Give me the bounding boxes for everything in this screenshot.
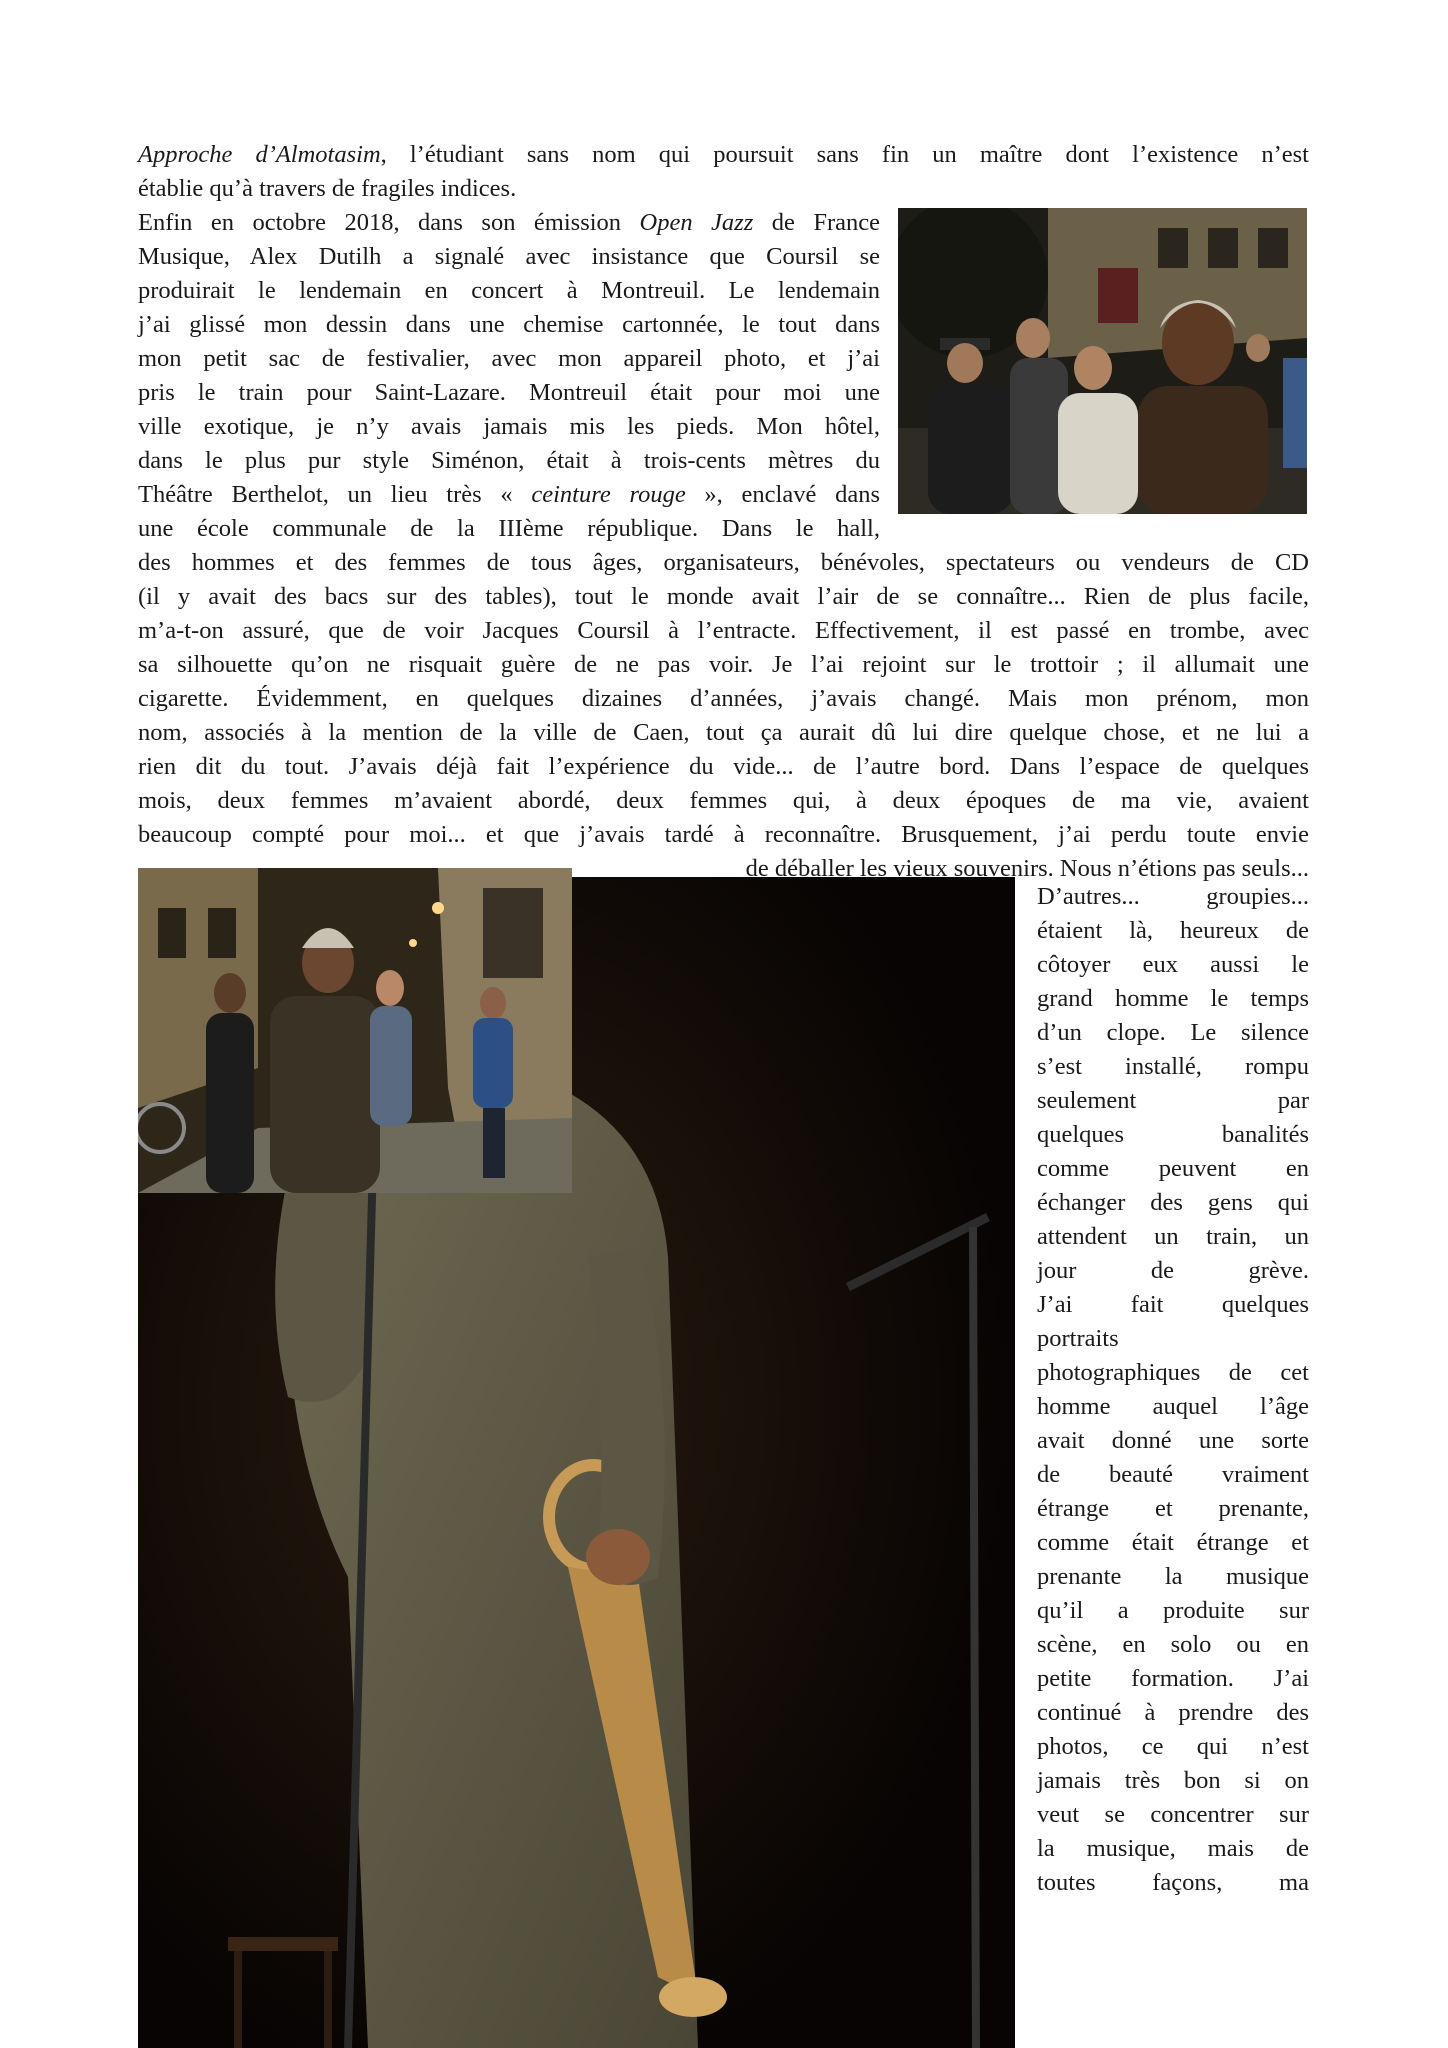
text-run: scène, en solo ou en bbox=[1037, 1631, 1309, 1658]
text-line bbox=[1037, 1016, 1309, 1050]
text-line bbox=[1037, 948, 1309, 982]
text-run: mon petit sac de festivalier, avec mon appareil photo, et j’ai bbox=[138, 345, 880, 372]
text-run: Musique, Alex Dutilh a signalé avec insistance que Coursil se bbox=[138, 243, 880, 270]
text-run: qu’il a produite sur bbox=[1037, 1597, 1309, 1624]
text-line bbox=[138, 138, 1309, 172]
text-line bbox=[138, 478, 880, 512]
text-line bbox=[138, 206, 880, 240]
text-line bbox=[138, 546, 1309, 580]
text-line bbox=[138, 274, 880, 308]
text-run: rien dit du tout. J’avais déjà fait l’expérience du vide... de l’autre bord. Dans l’espace de quelques bbox=[138, 753, 1309, 780]
text-line bbox=[138, 444, 880, 478]
text-run: échanger des gens qui bbox=[1037, 1189, 1309, 1216]
text-run: attendent un train, un bbox=[1037, 1223, 1309, 1250]
text-run: nom, associés à la mention de la ville de Caen, tout ça aurait dû lui dire quelque chose, et ne lui a bbox=[138, 719, 1309, 746]
text-line bbox=[138, 614, 1309, 648]
text-run: des hommes et des femmes de tous âges, organisateurs, bénévoles, spectateurs ou vendeurs de CD bbox=[138, 549, 1309, 576]
text-run: de beauté vraiment bbox=[1037, 1461, 1309, 1488]
text-line bbox=[1037, 1084, 1309, 1118]
text-run: , l’étudiant sans nom qui poursuit sans fin un maître dont l’existence n’est bbox=[380, 141, 1309, 168]
text-run: s’est installé, rompu bbox=[1037, 1053, 1309, 1080]
text-line bbox=[1037, 1866, 1309, 1900]
text-line bbox=[1037, 1492, 1309, 1526]
text-run: prenante la musique bbox=[1037, 1563, 1309, 1590]
text-run: D’autres... groupies... bbox=[1037, 883, 1309, 910]
text-line bbox=[1037, 1662, 1309, 1696]
text-line bbox=[1037, 1152, 1309, 1186]
text-line bbox=[1037, 1424, 1309, 1458]
text-run: produirait le lendemain en concert à Montreuil. Le lendemain bbox=[138, 277, 880, 304]
text-run: pris le train pour Saint-Lazare. Montreuil était pour moi une bbox=[138, 379, 880, 406]
text-line bbox=[1037, 880, 1309, 914]
night-street-group-photo bbox=[898, 208, 1307, 514]
text-run: j’ai glissé mon dessin dans une chemise cartonnée, le tout dans bbox=[138, 311, 880, 338]
text-line bbox=[1037, 1220, 1309, 1254]
text-line bbox=[138, 682, 1309, 716]
italic-title: ceinture rouge bbox=[531, 481, 686, 508]
text-line bbox=[138, 818, 1309, 852]
text-run: jour de grève. bbox=[1037, 1257, 1309, 1284]
text-run: seulement par bbox=[1037, 1087, 1309, 1114]
text-run: veut se concentrer sur bbox=[1037, 1801, 1309, 1828]
text-run: la musique, mais de bbox=[1037, 1835, 1309, 1862]
text-line bbox=[138, 308, 880, 342]
text-run: étrange et prenante, bbox=[1037, 1495, 1309, 1522]
text-line bbox=[1037, 1832, 1309, 1866]
text-run: jamais très bon si on bbox=[1037, 1767, 1309, 1794]
text-run: photographiques de cet bbox=[1037, 1359, 1309, 1386]
text-run: une école communale de la IIIème république. Dans le hall, bbox=[138, 515, 880, 542]
text-run: quelques banalités bbox=[1037, 1121, 1309, 1148]
text-line bbox=[1037, 1254, 1309, 1288]
text-run: mois, deux femmes m’avaient abordé, deux femmes qui, à deux époques de ma vie, avaient bbox=[138, 787, 1309, 814]
text-run: Théâtre Berthelot, un lieu très « bbox=[138, 481, 532, 508]
text-run: continué à prendre des bbox=[1037, 1699, 1309, 1726]
text-run: ville exotique, je n’y avais jamais mis les pieds. Mon hôtel, bbox=[138, 413, 880, 440]
text-run: photos, ce qui n’est bbox=[1037, 1733, 1309, 1760]
text-line bbox=[1037, 1118, 1309, 1152]
text-line bbox=[1037, 1560, 1309, 1594]
text-run: grand homme le temps bbox=[1037, 985, 1309, 1012]
text-line bbox=[138, 750, 1309, 784]
text-run: petite formation. J’ai bbox=[1037, 1665, 1309, 1692]
text-run: étaient là, heureux de bbox=[1037, 917, 1309, 944]
text-line bbox=[138, 376, 880, 410]
text-run: Enfin en octobre 2018, dans son émission bbox=[138, 209, 640, 236]
text-line bbox=[1037, 1458, 1309, 1492]
text-line bbox=[138, 240, 880, 274]
text-run: comme peuvent en bbox=[1037, 1155, 1309, 1182]
text-line bbox=[1037, 1730, 1309, 1764]
text-line bbox=[1037, 1050, 1309, 1084]
text-run: d’un clope. Le silence bbox=[1037, 1019, 1309, 1046]
text-run: (il y avait des bacs sur des tables), tout le monde avait l’air de se connaître... Rien de plus facile, bbox=[138, 583, 1309, 610]
italic-title: Open Jazz bbox=[639, 209, 754, 236]
text-line bbox=[1037, 1696, 1309, 1730]
text-line bbox=[1037, 982, 1309, 1016]
text-line bbox=[138, 716, 1309, 750]
text-line bbox=[138, 410, 880, 444]
text-run: toutes façons, ma bbox=[1037, 1869, 1309, 1896]
text-run: portraits bbox=[1037, 1325, 1119, 1352]
text-run: comme était étrange et bbox=[1037, 1529, 1309, 1556]
text-run: de France bbox=[753, 209, 880, 236]
text-line bbox=[1037, 1390, 1309, 1424]
text-run: homme auquel l’âge bbox=[1037, 1393, 1309, 1420]
text-line bbox=[1037, 1322, 1309, 1356]
text-run: sa silhouette qu’on ne risquait guère de ne pas voir. Je l’ai rejoint sur le trottoir ; il allumait une bbox=[138, 651, 1309, 678]
text-line bbox=[1037, 1288, 1309, 1322]
alley-crowd-photo bbox=[138, 868, 572, 1193]
text-line bbox=[138, 648, 1309, 682]
text-line bbox=[1037, 1764, 1309, 1798]
text-line bbox=[138, 784, 1309, 818]
text-run: cigarette. Évidemment, en quelques dizaines d’années, j’avais changé. Mais mon prénom, mon bbox=[138, 685, 1309, 712]
text-run: avait donné une sorte bbox=[1037, 1427, 1309, 1454]
text-line bbox=[138, 580, 1309, 614]
text-run: », enclavé dans bbox=[685, 481, 880, 508]
text-line bbox=[138, 172, 1309, 206]
text-line bbox=[1037, 1628, 1309, 1662]
text-run: dans le plus pur style Siménon, était à trois-cents mètres du bbox=[138, 447, 880, 474]
text-line bbox=[1037, 1594, 1309, 1628]
text-line bbox=[138, 512, 880, 546]
text-run: établie qu’à travers de fragiles indices. bbox=[138, 175, 517, 202]
italic-title: Approche d’Almotasim bbox=[138, 141, 381, 168]
text-run: de déballer les vieux souvenirs. Nous n’étions pas seuls... bbox=[745, 855, 1309, 882]
text-line bbox=[1037, 1356, 1309, 1390]
text-line bbox=[1037, 1798, 1309, 1832]
text-line bbox=[1037, 914, 1309, 948]
text-run: beaucoup compté pour moi... et que j’avais tardé à reconnaître. Brusquement, j’ai perdu toute envie bbox=[138, 821, 1309, 848]
text-run: côtoyer eux aussi le bbox=[1037, 951, 1309, 978]
text-run: J’ai fait quelques bbox=[1037, 1291, 1309, 1318]
text-run: m’a-t-on assuré, que de voir Jacques Coursil à l’entracte. Effectivement, il est passé en trombe, avec bbox=[138, 617, 1309, 644]
text-line bbox=[138, 342, 880, 376]
text-line bbox=[1037, 1186, 1309, 1220]
text-line bbox=[1037, 1526, 1309, 1560]
